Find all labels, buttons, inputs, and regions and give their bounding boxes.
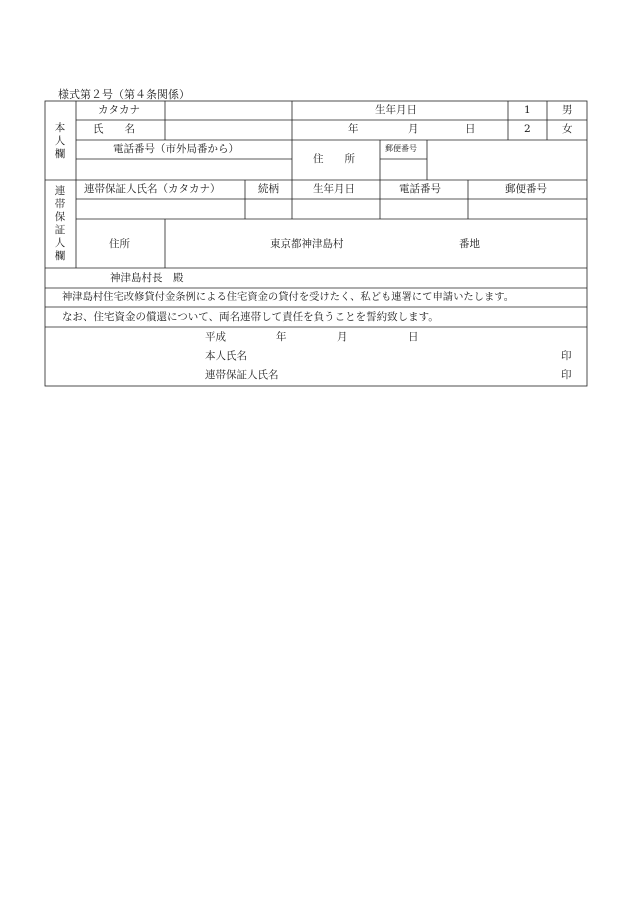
signature-applicant-seal: 印 [561, 350, 572, 362]
guarantor-address-value: 東京都神津島村 [270, 238, 344, 250]
sex-option-male[interactable]: 男 [562, 104, 573, 116]
applicant-section-char: 欄 [54, 148, 66, 160]
name-label: 氏 名 [93, 123, 135, 135]
sex-option-2-number: 2 [524, 123, 531, 135]
statement-apply: 神津島村住宅改修貸付金条例による住宅資金の貸付を受けたく、私ども連署にて申請いたします。 [62, 291, 515, 303]
sex-option-1-number: 1 [524, 104, 531, 116]
signature-year-unit: 年 [276, 331, 287, 343]
guarantor-section-char: 帯 [54, 198, 66, 210]
applicant-section-char: 本 [54, 122, 66, 134]
guarantor-section-label [54, 185, 66, 263]
addressee: 神津島村長 殿 [110, 272, 184, 284]
form-title: 様式第２号（第４条関係） [58, 88, 190, 101]
statement-pledge: なお、住宅資金の償還について、両名連帯して責任を負うことを誓約致します。 [62, 311, 439, 323]
applicant-phone-label: 電話番号（市外局番から） [113, 143, 239, 155]
sex-option-female[interactable]: 女 [562, 123, 573, 135]
guarantor-section-char: 人 [54, 237, 66, 249]
signature-day-unit: 日 [408, 331, 419, 343]
guarantor-section-char: 保 [54, 211, 66, 223]
applicant-birth-label: 生年月日 [375, 104, 417, 116]
guarantor-relation-label: 続柄 [258, 183, 279, 195]
guarantor-birth-label: 生年月日 [313, 183, 355, 195]
guarantor-postal-label: 郵便番号 [505, 183, 547, 195]
guarantor-address-label: 住所 [109, 238, 130, 250]
signature-guarantor-seal: 印 [561, 369, 572, 381]
signature-guarantor-label: 連帯保証人氏名 [205, 369, 279, 381]
birth-month-unit: 月 [408, 123, 419, 135]
guarantor-name-label: 連帯保証人氏名（カタカナ） [84, 183, 221, 195]
applicant-postal-label: 郵便番号 [385, 144, 417, 153]
guarantor-banchi-label: 番地 [459, 238, 480, 250]
applicant-address-label: 住 所 [313, 153, 355, 165]
birth-year-unit: 年 [348, 123, 359, 135]
guarantor-section-char: 証 [54, 224, 66, 236]
applicant-section-label [54, 122, 66, 161]
katakana-label: カタカナ [98, 104, 140, 116]
birth-day-unit: 日 [465, 123, 476, 135]
signature-era: 平成 [205, 331, 226, 343]
guarantor-phone-label: 電話番号 [399, 183, 441, 195]
signature-month-unit: 月 [337, 331, 348, 343]
guarantor-section-char: 欄 [54, 250, 66, 262]
guarantor-section-char: 連 [54, 185, 66, 197]
signature-applicant-label: 本人氏名 [205, 350, 247, 362]
applicant-section-char: 人 [54, 135, 66, 147]
